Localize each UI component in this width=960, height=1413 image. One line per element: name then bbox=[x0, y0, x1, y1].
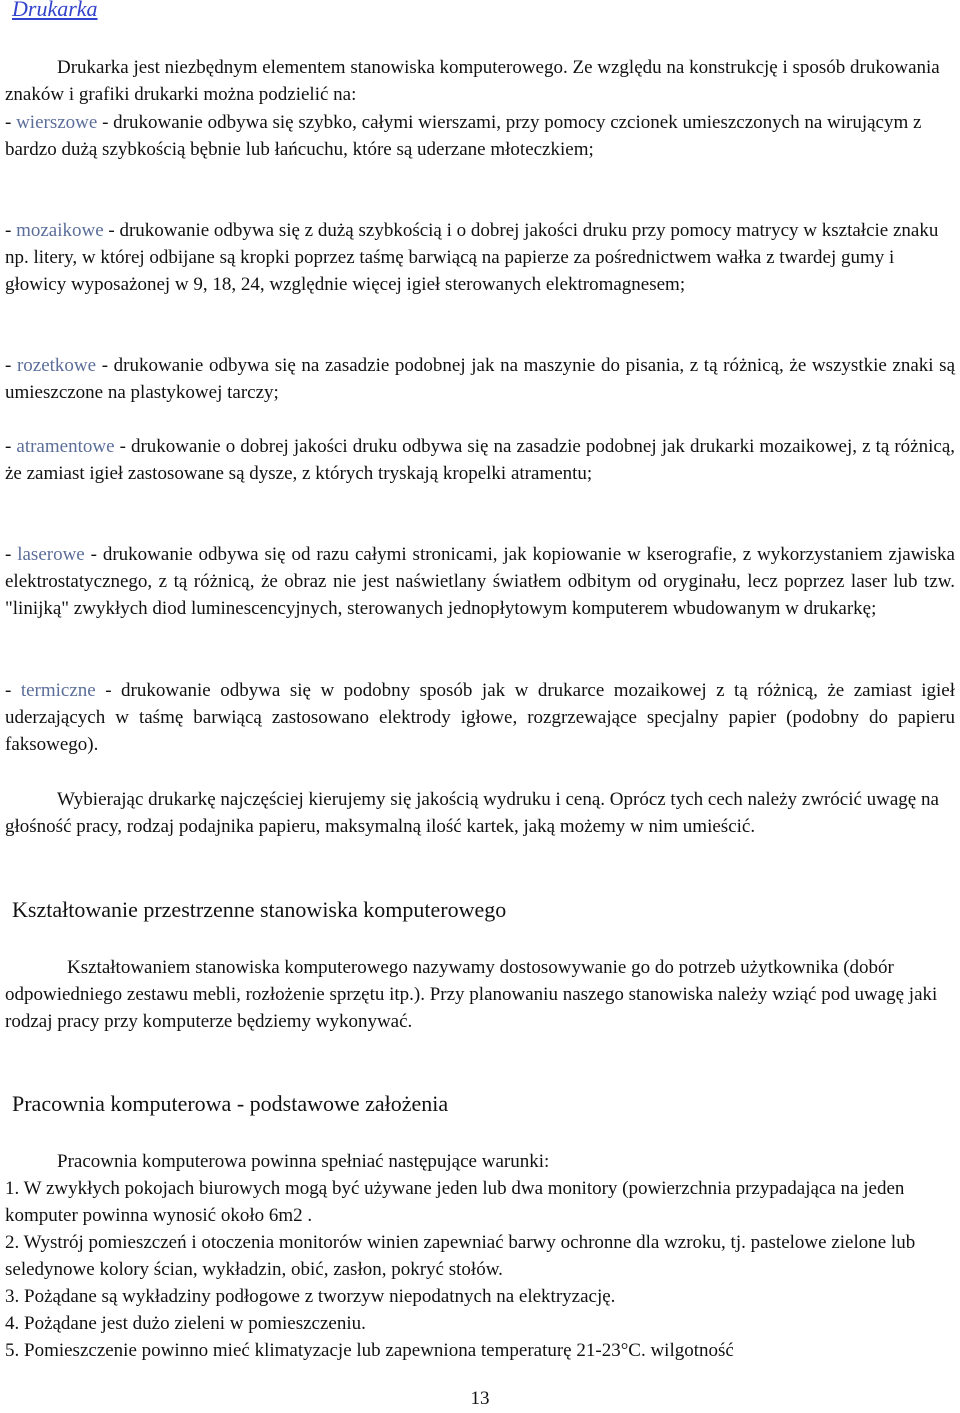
term-description: - drukowanie odbywa się na zasadzie podobnej jak na maszynie do pisania, z tą różnicą, że wszystkie znaki są umieszczone na plastykowej tarczy; bbox=[5, 355, 956, 403]
printer-type-termiczne bbox=[5, 677, 955, 758]
list-prefix: - bbox=[5, 355, 17, 376]
page-number: 13 bbox=[470, 1388, 490, 1409]
term-wierszowe: wierszowe bbox=[16, 112, 98, 133]
printer-type-laserowe bbox=[5, 541, 955, 622]
condition-item: 2. Wystrój pomieszczeń i otoczenia monitorów winien zapewniać barwy ochronne dla wzroku, tj. pastelowe zielone lub seledynowe kolory ścian, wykładzin, obić, zasłon, pokryć stołów. bbox=[5, 1232, 916, 1280]
section-heading-workstation: Kształtowanie przestrzenne stanowiska komputerowego bbox=[12, 897, 507, 922]
document-title-link[interactable]: Drukarka bbox=[12, 0, 98, 21]
term-rozetkowe: rozetkowe bbox=[16, 355, 97, 376]
lab-intro: Pracownia komputerowa powinna spełniać następujące warunki: bbox=[57, 1151, 550, 1172]
term-description: - drukowanie odbywa się z dużą szybkością i o dobrej jakości druku przy pomocy matrycy w kształcie znaku np. litery, w której odbijane są kropki poprzez taśmę barwiącą na papierze za pośrednictwem wałka z twardej gumy i głowicy wyposażonej w 9, 18, 24, względnie więcej igieł sterowanych elektromagnesem; bbox=[5, 220, 939, 295]
list-prefix: - bbox=[5, 436, 17, 457]
printer-type-wierszowe bbox=[5, 109, 955, 163]
printer-type-rozetkowe bbox=[5, 352, 955, 406]
term-atramentowe: atramentowe bbox=[16, 436, 115, 457]
list-prefix: - bbox=[5, 680, 21, 701]
term-description: - drukowanie o dobrej jakości druku odbywa się na zasadzie podobnej jak drukarki mozaikowej, z tą różnicą, że zamiast igieł zastosowane są dysze, z których tryskają kropelki atramentu; bbox=[5, 436, 955, 484]
choice-paragraph: Wybierając drukarkę najczęściej kierujemy się jakością wydruku i ceną. Oprócz tych cech należy zwrócić uwagę na głośność pracy, rodzaj podajnika papieru, maksymalną ilość kartek, jaką możemy w nim umieścić. bbox=[5, 789, 939, 837]
condition-item: 3. Pożądane są wykładziny podłogowe z tworzyw niepodatnych na elektryzację. bbox=[5, 1286, 616, 1307]
term-laserowe: laserowe bbox=[17, 544, 85, 565]
term-description: - drukowanie odbywa się szybko, całymi wierszami, przy pomocy czcionek umieszczonych na wirującym z bardzo dużą szybkością bębnie lub łańcuchu, które są uderzane młoteczkiem; bbox=[5, 112, 922, 160]
condition-item: 1. W zwykłych pokojach biurowych mogą być używane jeden lub dwa monitory (powierzchnia przypadająca na jeden komputer powinna wynosić około 6m2 . bbox=[5, 1178, 905, 1226]
term-mozaikowe: mozaikowe bbox=[16, 220, 104, 241]
section-heading-lab: Pracownia komputerowa - podstawowe założenia bbox=[12, 1091, 449, 1116]
intro-paragraph: Drukarka jest niezbędnym elementem stanowiska komputerowego. Ze względu na konstrukcję i sposób drukowania znaków i grafiki drukarki można podzielić na: bbox=[5, 57, 940, 105]
list-prefix: - bbox=[5, 112, 17, 133]
term-description: - drukowanie odbywa się w podobny sposób jak w drukarce mozaikowej z tą różnicą, że zamiast igieł uderzających w taśmę barwiącą zastosowano elektrody igłowe, rozgrzewające specjalny papier (podobny do papieru faksowego). bbox=[5, 680, 956, 755]
term-description: - drukowanie odbywa się od razu całymi stronicami, jak kopiowanie w kserografie, z wykorzystaniem zjawiska elektrostatycznego, z tą różnicą, że obraz nie jest naświetlany światłem odbitym od oryginału, lecz poprzez laser lub tzw. "linijką" zwykłych diod luminescencyjnych, sterowanych jednopłytowym komputerem wbudowanym w drukarkę; bbox=[5, 544, 955, 619]
printer-type-atramentowe bbox=[5, 433, 955, 487]
workstation-paragraph: Kształtowaniem stanowiska komputerowego nazywamy dostosowywanie go do potrzeb użytkownika (dobór odpowiedniego zestawu mebli, rozłożenie sprzętu itp.). Przy planowaniu naszego stanowiska należy wziąć pod uwagę jaki rodzaj pracy przy komputerze będziemy wykonywać. bbox=[5, 957, 938, 1032]
term-termiczne: termiczne bbox=[20, 680, 96, 701]
list-prefix: - bbox=[5, 544, 18, 565]
printer-type-mozaikowe bbox=[5, 217, 955, 298]
condition-item: 4. Pożądane jest dużo zieleni w pomieszczeniu. bbox=[5, 1313, 366, 1334]
list-prefix: - bbox=[5, 220, 17, 241]
lab-conditions bbox=[5, 1148, 955, 1364]
condition-item: 5. Pomieszczenie powinno mieć klimatyzacje lub zapewniona temperaturę 21-23°C. wilgotność bbox=[5, 1340, 734, 1361]
